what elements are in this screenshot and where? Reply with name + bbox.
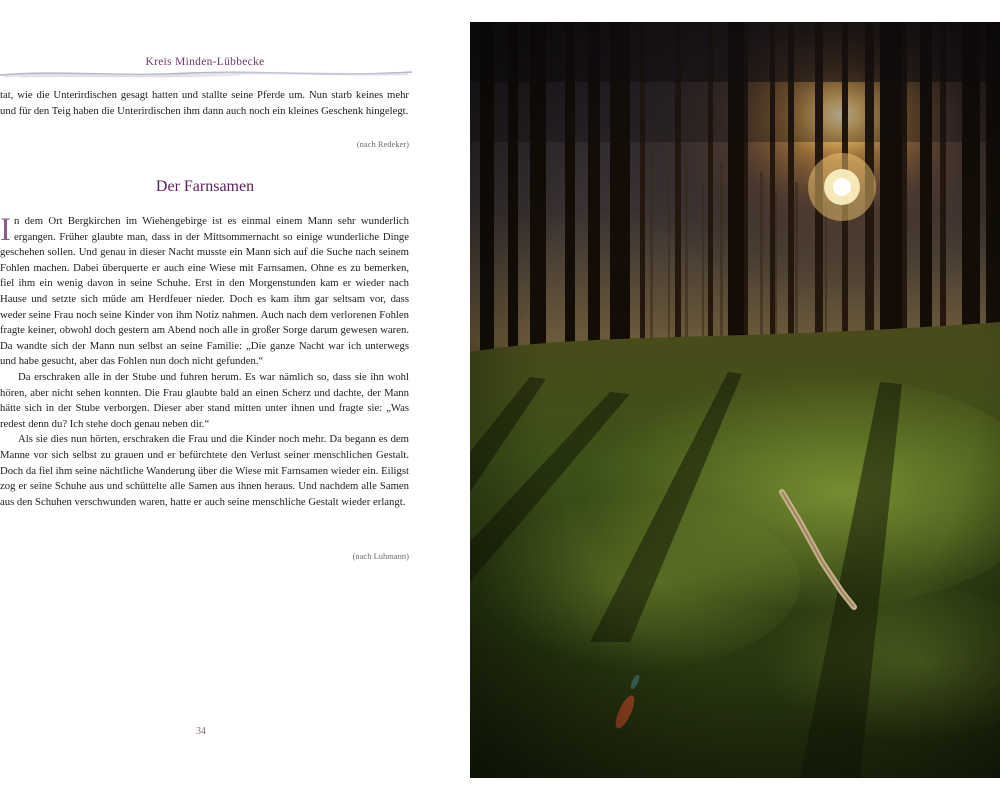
left-page: [0, 0, 450, 800]
continued-paragraph: tat, wie die Unterirdischen gesagt hatten und stallte seine Pferde um. Nun starb keines mehr und für den Teig haben die Unterirdischen ihm dann auch noch ein kleines Geschenk hingelegt.: [0, 89, 409, 117]
story-body: [0, 214, 409, 510]
drop-cap: I: [0, 212, 11, 248]
forest-photo-illustration: [470, 22, 1000, 778]
page-number: 34: [196, 726, 206, 737]
continued-text: [0, 88, 409, 119]
story-paragraph-2: Da erschraken alle in der Stube und fuhren herum. Es war nämlich so, dass sie ihn wohl hören, aber nicht sehen konnten. Die Frau glaubte bald an einen Scherz und dachte, der Mann hätte sich in der Stube verborgen. Dieser aber stand mitten unter ihnen und fragte sie: „Was redest denn du? Ich stehe doch genau neben dir.“: [0, 370, 409, 430]
story-paragraph-3: Als sie dies nun hörten, erschraken die Frau und die Kinder noch mehr. Da begann es dem Manne vor sich selbst zu grauen und er befürchtete den Verlust seiner menschlichen Gestalt. Doch da fiel ihm seine nächtliche Wanderung über die Wiese mit Farnsamen wieder ein. Eiligst zog er seine Schuhe aus und schüttelte alle Samen aus ihnen heraus. Und nachdem alle Samen aus den Schuhen verschwunden waren, hatte er auch seine menschliche Gestalt wieder erlangt.: [0, 433, 409, 508]
running-header: Kreis Minden-Lübbecke: [145, 56, 265, 68]
attribution-redeker: (nach Redeker): [356, 139, 409, 149]
attribution-luhmann: (nach Luhmann): [352, 551, 409, 561]
header-ornament-rule: [0, 68, 412, 82]
story-paragraph-1-text: n dem Ort Bergkirchen im Wiehengebirge ist es einmal einem Mann sehr wunderlich ergangen. Früher glaubte man, dass in der Mittsommernacht so einige wunderliche Dinge geschehen sollen. Und genau in dieser Nacht musste ein Mann sich auf die Suche nach seinem Fohlen machen. Dabei überquerte er auch eine Wiese mit Farnsamen. Ohne es zu bemerken, fiel ihm ein wenig davon in seine Schuhe. Erst in den Morgenstunden kam er wieder nach Hause und setzte sich müde am Herdfeuer nieder. Doch es kam ihm gar seltsam vor, dass weder seine Frau noch seine Kinder von ihm Notiz nahmen. Auch nach dem verlorenen Fohlen fragte keiner, obwohl doch gestern am Abend noch alle in großer Sorge darum gewesen waren. Da wandte sich der Mann nun selbst an seine Familie: „Die ganze Nacht war ich unterwegs und habe gesucht, aber das Fohlen nun doch nicht gefunden.“: [0, 215, 409, 368]
forest-photo: [470, 22, 1000, 778]
story-title: Der Farnsamen: [155, 178, 255, 195]
story-paragraph-1: [0, 214, 409, 370]
